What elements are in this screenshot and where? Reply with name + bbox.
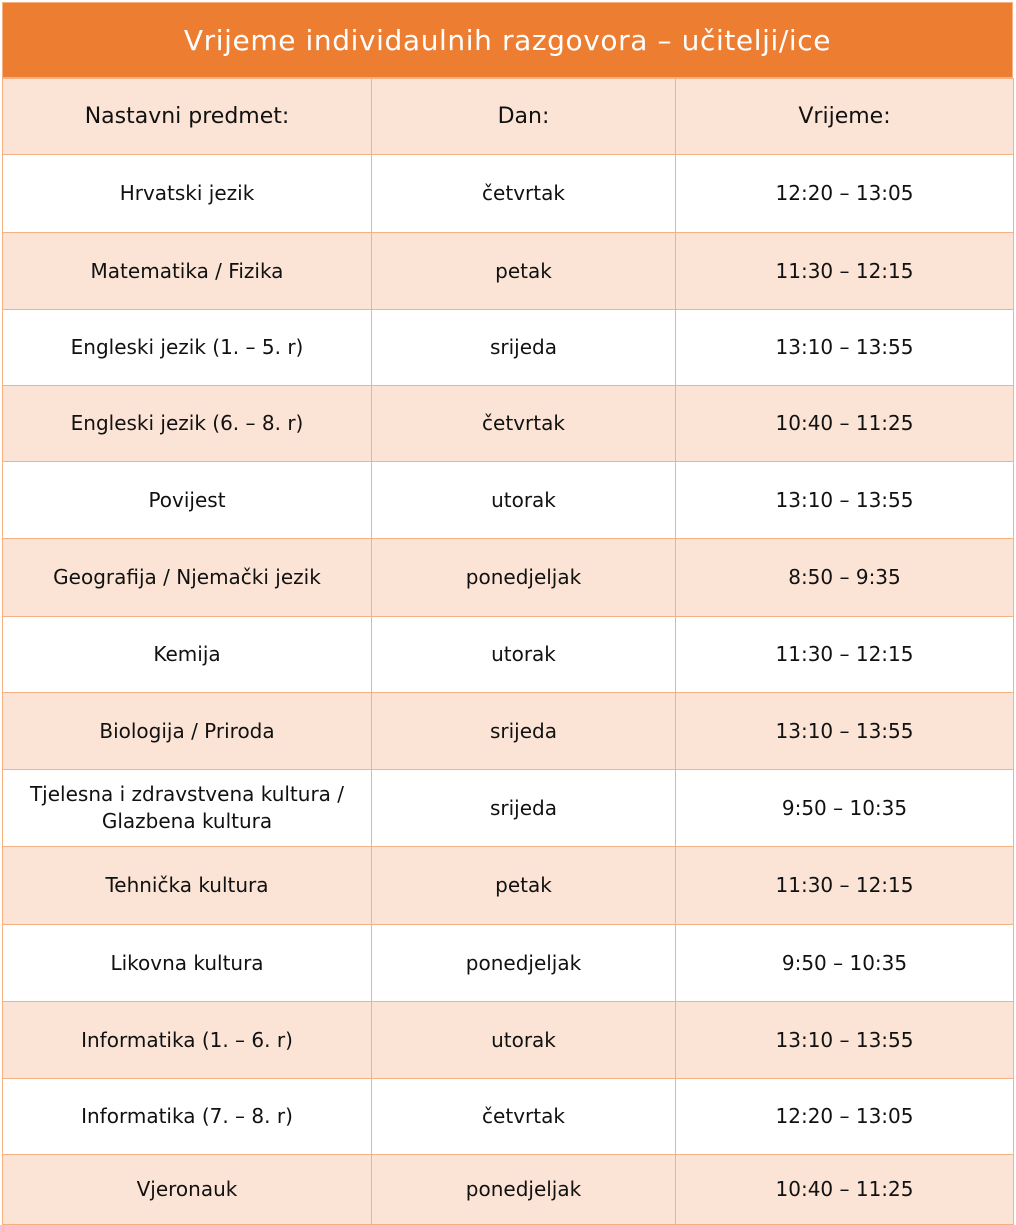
time-cell: 10:40 – 11:25	[676, 386, 1014, 462]
table-row	[3, 847, 1014, 925]
time-cell: 13:10 – 13:55	[676, 310, 1014, 386]
subject-cell: Kemija	[3, 617, 372, 693]
table-row	[3, 462, 1014, 539]
subject-line: Tjelesna i zdravstvena kultura /	[29, 782, 345, 806]
header-subject: Nastavni predmet:	[3, 79, 372, 155]
subject-cell: Engleski jezik (1. – 5. r)	[3, 310, 372, 386]
day-cell: ponedjeljak	[372, 539, 676, 617]
subject-cell: Informatika (1. – 6. r)	[3, 1002, 372, 1079]
time-cell: 12:20 – 13:05	[676, 155, 1014, 233]
page-title: Vrijeme individaulnih razgovora – učitelji/ice	[2, 2, 1013, 78]
table-row	[3, 1079, 1014, 1155]
day-cell: srijeda	[372, 770, 676, 847]
table-header-row	[3, 79, 1014, 155]
day-cell: četvrtak	[372, 155, 676, 233]
header-time: Vrijeme:	[676, 79, 1014, 155]
day-cell: četvrtak	[372, 1079, 676, 1155]
schedule-sheet	[2, 2, 1013, 1225]
table-row	[3, 770, 1014, 847]
day-cell: ponedjeljak	[372, 1155, 676, 1225]
time-cell: 11:30 – 12:15	[676, 847, 1014, 925]
time-cell: 13:10 – 13:55	[676, 693, 1014, 770]
table-row	[3, 617, 1014, 693]
day-cell: srijeda	[372, 693, 676, 770]
subject-cell: Matematika / Fizika	[3, 233, 372, 310]
subject-cell: Biologija / Priroda	[3, 693, 372, 770]
day-cell: srijeda	[372, 310, 676, 386]
time-cell: 11:30 – 12:15	[676, 617, 1014, 693]
table-row	[3, 693, 1014, 770]
header-day: Dan:	[372, 79, 676, 155]
subject-cell: Hrvatski jezik	[3, 155, 372, 233]
time-cell: 9:50 – 10:35	[676, 925, 1014, 1002]
day-cell: petak	[372, 233, 676, 310]
table-row	[3, 539, 1014, 617]
subject-cell: Likovna kultura	[3, 925, 372, 1002]
day-cell: utorak	[372, 617, 676, 693]
schedule-table	[2, 78, 1014, 1225]
time-cell: 12:20 – 13:05	[676, 1079, 1014, 1155]
subject-cell: Informatika (7. – 8. r)	[3, 1079, 372, 1155]
table-row	[3, 310, 1014, 386]
table-row	[3, 1155, 1014, 1225]
day-cell: petak	[372, 847, 676, 925]
subject-cell: Povijest	[3, 462, 372, 539]
subject-cell: Tehnička kultura	[3, 847, 372, 925]
subject-line-2: Glazbena kultura	[101, 809, 273, 833]
day-cell: četvrtak	[372, 386, 676, 462]
time-cell: 8:50 – 9:35	[676, 539, 1014, 617]
subject-cell	[3, 770, 372, 847]
subject-cell: Vjeronauk	[3, 1155, 372, 1225]
time-cell: 10:40 – 11:25	[676, 1155, 1014, 1225]
subject-cell: Geografija / Njemački jezik	[3, 539, 372, 617]
time-cell: 11:30 – 12:15	[676, 233, 1014, 310]
subject-cell: Engleski jezik (6. – 8. r)	[3, 386, 372, 462]
table-row	[3, 386, 1014, 462]
table-row	[3, 233, 1014, 310]
table-row	[3, 155, 1014, 233]
time-cell: 13:10 – 13:55	[676, 462, 1014, 539]
time-cell: 9:50 – 10:35	[676, 770, 1014, 847]
table-row	[3, 925, 1014, 1002]
day-cell: ponedjeljak	[372, 925, 676, 1002]
time-cell: 13:10 – 13:55	[676, 1002, 1014, 1079]
table-row	[3, 1002, 1014, 1079]
day-cell: utorak	[372, 462, 676, 539]
day-cell: utorak	[372, 1002, 676, 1079]
